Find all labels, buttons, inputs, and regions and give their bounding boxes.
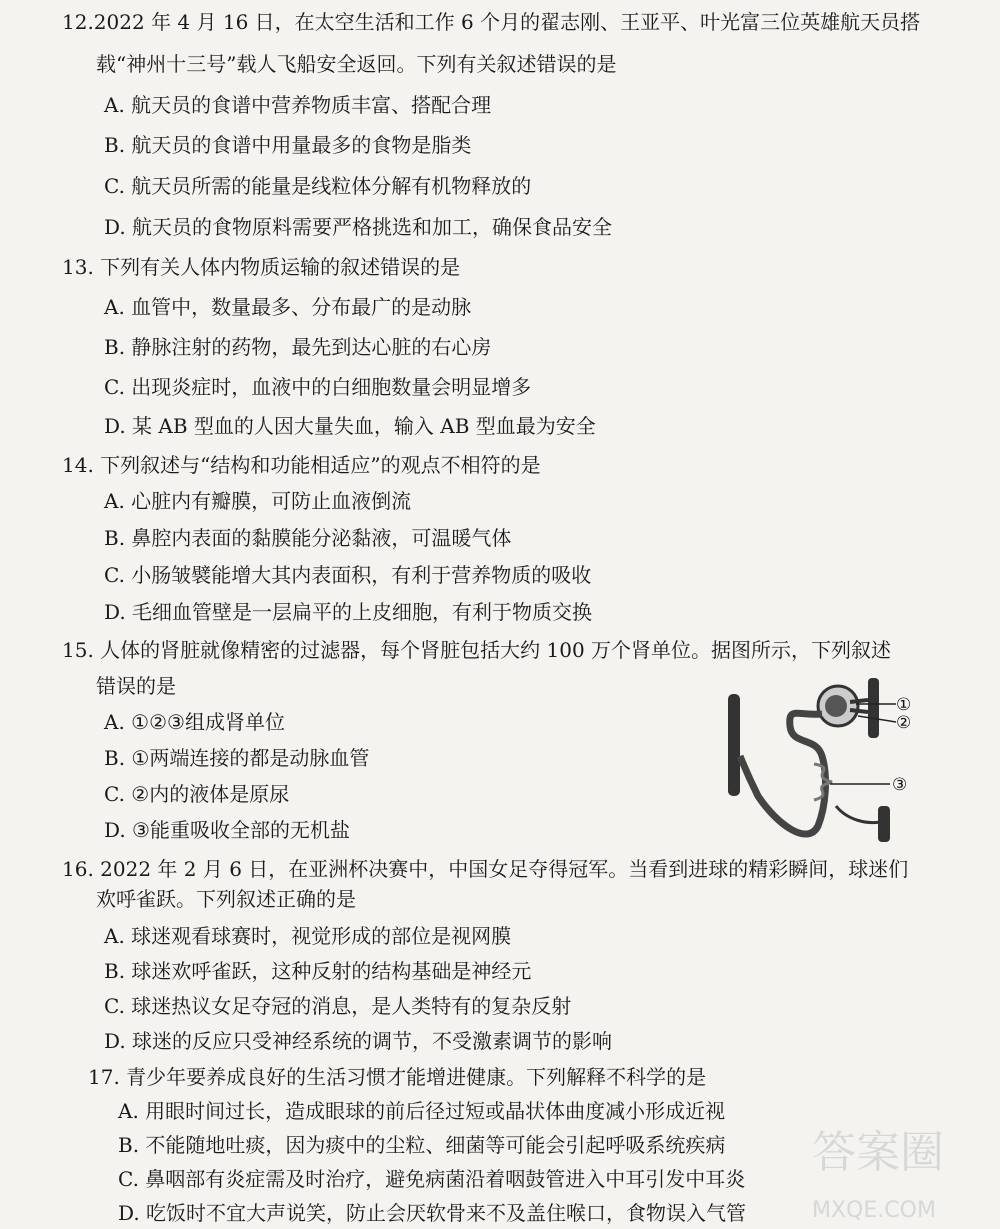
lower-right-vessel xyxy=(878,806,890,842)
question-16-stem-line-1: 16. 2022 年 2 月 6 日，在亚洲杯决赛中，中国女足夺得冠军。当看到进球的精彩瞬间，球迷们 xyxy=(62,857,909,881)
watermark-text: MXQE.COM xyxy=(812,1198,936,1223)
question-17-option-d: D. 吃饭时不宜大声说笑，防止会厌软骨来不及盖住喉口，食物误入气管 xyxy=(118,1201,747,1225)
question-15-option-a: A. ①②③组成肾单位 xyxy=(104,710,285,734)
question-14-stem: 14. 下列叙述与“结构和功能相适应”的观点不相符的是 xyxy=(62,453,541,477)
question-16-option-c: C. 球迷热议女足夺冠的消息，是人类特有的复杂反射 xyxy=(104,994,572,1018)
question-16-option-b: B. 球迷欢呼雀跃，这种反射的结构基础是神经元 xyxy=(104,959,532,983)
question-16-stem-line-2: 欢呼雀跃。下列叙述正确的是 xyxy=(96,887,356,911)
question-12-option-b: B. 航天员的食谱中用量最多的食物是脂类 xyxy=(104,133,472,157)
question-17-option-a: A. 用眼时间过长，造成眼球的前后径过短或晶状体曲度减小形成近视 xyxy=(118,1099,726,1123)
question-17-stem: 17. 青少年要养成良好的生活习惯才能增进健康。下列解释不科学的是 xyxy=(88,1065,707,1089)
question-13-option-c: C. 出现炎症时，血液中的白细胞数量会明显增多 xyxy=(104,375,532,399)
question-15-option-d: D. ③能重吸收全部的无机盐 xyxy=(104,818,350,842)
nephron-diagram xyxy=(718,676,928,846)
question-14-option-b: B. 鼻腔内表面的黏膜能分泌黏液，可温暖气体 xyxy=(104,526,512,550)
question-14-option-d: D. 毛细血管壁是一层扁平的上皮细胞，有利于物质交换 xyxy=(104,600,593,624)
question-15-stem-line-1: 15. 人体的肾脏就像精密的过滤器，每个肾脏包括大约 100 万个肾单位。据图所示，下列叙述 xyxy=(62,638,892,662)
label-3: ③ xyxy=(892,775,908,795)
question-14-option-c: C. 小肠皱襞能增大其内表面积，有利于营养物质的吸收 xyxy=(104,563,592,587)
watermark-logo xyxy=(792,1117,992,1227)
question-17-option-b: B. 不能随地吐痰，因为痰中的尘粒、细菌等可能会引起呼吸系统疾病 xyxy=(118,1133,726,1157)
glomerulus xyxy=(825,695,847,717)
renal-tubule xyxy=(740,713,825,834)
question-13-stem: 13. 下列有关人体内物质运输的叙述错误的是 xyxy=(62,255,461,279)
question-12-stem-line-2: 载“神州十三号”载人飞船安全返回。下列有关叙述错误的是 xyxy=(96,52,617,76)
question-13-option-a: A. 血管中，数量最多、分布最广的是动脉 xyxy=(104,295,472,319)
question-16-option-a: A. 球迷观看球赛时，视觉形成的部位是视网膜 xyxy=(104,924,512,948)
watermark-text-cn: 答案圈 xyxy=(812,1127,944,1178)
label-1: ① xyxy=(896,695,912,715)
question-15-option-c: C. ②内的液体是原尿 xyxy=(104,782,290,806)
question-17-option-c: C. 鼻咽部有炎症需及时治疗，避免病菌沿着咽鼓管进入中耳引发中耳炎 xyxy=(118,1167,746,1191)
left-vessel xyxy=(728,694,740,796)
upper-right-vessel xyxy=(868,678,879,738)
question-15-option-b: B. ①两端连接的都是动脉血管 xyxy=(104,746,370,770)
question-12-option-c: C. 航天员所需的能量是线粒体分解有机物释放的 xyxy=(104,174,532,198)
question-16-option-d: D. 球迷的反应只受神经系统的调节，不受激素调节的影响 xyxy=(104,1029,613,1053)
question-15-stem-line-2: 错误的是 xyxy=(96,674,176,698)
label-2: ② xyxy=(896,713,912,733)
question-12-stem-line-1: 12.2022 年 4 月 16 日，在太空生活和工作 6 个月的翟志刚、王亚平、叶光富三位英雄航天员搭 xyxy=(62,10,921,34)
question-13-option-d: D. 某 AB 型血的人因大量失血，输入 AB 型血最为安全 xyxy=(104,414,596,438)
question-12-option-a: A. 航天员的食谱中营养物质丰富、搭配合理 xyxy=(104,93,492,117)
question-13-option-b: B. 静脉注射的药物，最先到达心脏的右心房 xyxy=(104,335,492,359)
question-12-option-d: D. 航天员的食物原料需要严格挑选和加工，确保食品安全 xyxy=(104,215,613,239)
question-14-option-a: A. 心脏内有瓣膜，可防止血液倒流 xyxy=(104,489,412,513)
